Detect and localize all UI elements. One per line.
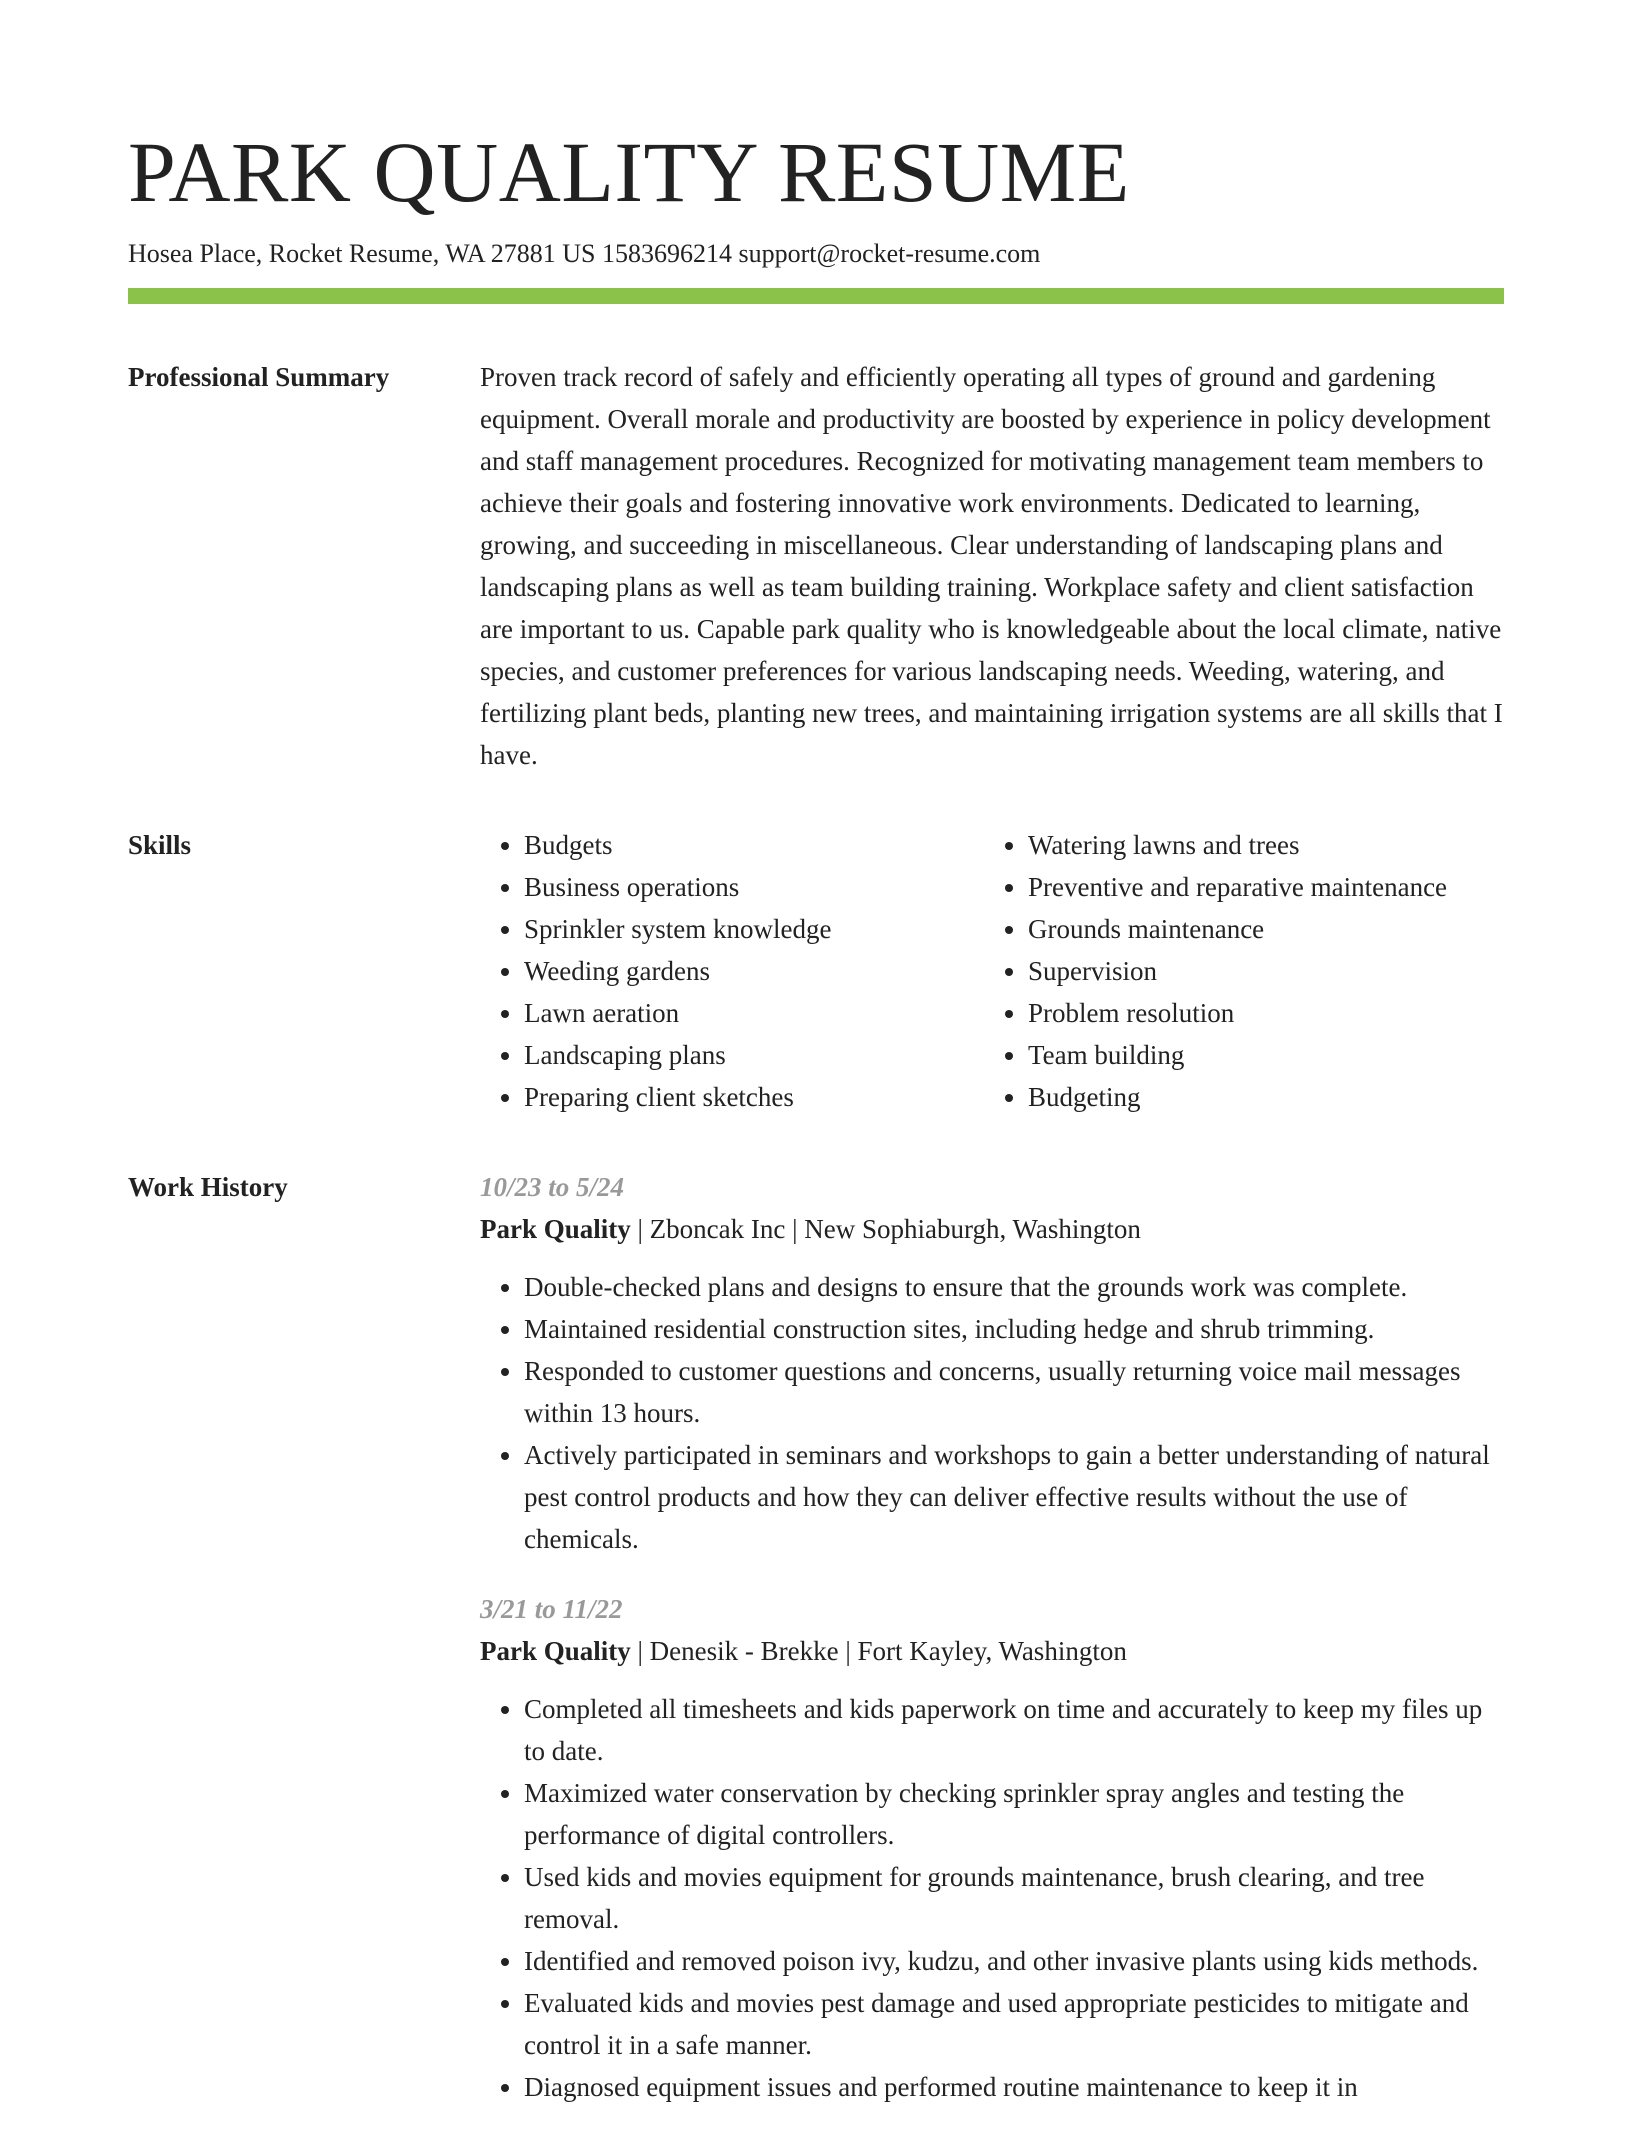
summary-section: [128, 356, 1504, 776]
job-location: Fort Kayley, Washington: [857, 1636, 1127, 1666]
job-dates: 3/21 to 11/22: [480, 1594, 623, 1624]
skill-item: • Lawn aeration: [524, 992, 984, 1034]
skill-item: • Weeding gardens: [524, 950, 984, 992]
job-separator: |: [792, 1214, 798, 1244]
job-bullet: • Responded to customer questions and concerns, usually returning voice mail messages within 13 hours.: [524, 1350, 1504, 1434]
work-history-section: [128, 1166, 1504, 2136]
job-bullet: • Maintained residential construction sites, including hedge and shrub trimming.: [524, 1308, 1504, 1350]
job-bullet: • Identified and removed poison ivy, kudzu, and other invasive plants using kids methods.: [524, 1940, 1504, 1982]
skill-item: • Budgets: [524, 824, 984, 866]
job-entry: [480, 1166, 1504, 1560]
job-bullet: • Used kids and movies equipment for grounds maintenance, brush clearing, and tree removal.: [524, 1856, 1504, 1940]
resume-page: [128, 120, 1504, 2136]
job-entry: [480, 1588, 1504, 2108]
skill-item: • Supervision: [1028, 950, 1504, 992]
skills-heading: Skills: [128, 830, 192, 860]
skill-item: • Budgeting: [1028, 1076, 1504, 1118]
job-company: Zboncak Inc: [649, 1214, 786, 1244]
skill-item: • Preventive and reparative maintenance: [1028, 866, 1504, 908]
skills-grid: [480, 824, 1504, 1118]
job-separator: |: [637, 1214, 643, 1244]
job-bullets: [480, 1266, 1504, 1560]
skill-item: • Problem resolution: [1028, 992, 1504, 1034]
summary-heading: Professional Summary: [128, 362, 390, 392]
skills-column-1: [480, 824, 984, 1118]
job-bullet: • Double-checked plans and designs to ensure that the grounds work was complete.: [524, 1266, 1504, 1308]
skill-item: • Team building: [1028, 1034, 1504, 1076]
skills-column-2: [984, 824, 1504, 1118]
contact-address: Hosea Place, Rocket Resume, WA 27881 US: [128, 239, 596, 268]
skill-item: • Sprinkler system knowledge: [524, 908, 984, 950]
skill-item: • Preparing client sketches: [524, 1076, 984, 1118]
contact-line: [128, 236, 1504, 272]
job-bullet: • Completed all timesheets and kids paperwork on time and accurately to keep my files up to date.: [524, 1688, 1504, 1772]
summary-text: Proven track record of safely and efficiently operating all types of ground and gardening equipment. Overall morale and productivity are boosted by experience in policy development and staff management procedures. Recognized for motivating management team members to achieve their goals and fostering innovative work environments. Dedicated to learning, growing, and succeeding in miscellaneous. Clear understanding of landscaping plans and landscaping plans as well as team building training. Workplace safety and client satisfaction are important to us. Capable park quality who is knowledgeable about the local climate, native species, and customer preferences for various landscaping needs. Weeding, watering, and fertilizing plant beds, planting new trees, and maintaining irrigation systems are all skills that I have.: [480, 362, 1503, 770]
job-separator: |: [637, 1636, 643, 1666]
skill-item: • Business operations: [524, 866, 984, 908]
job-bullets: [480, 1688, 1504, 2108]
job-location: New Sophiaburgh, Washington: [804, 1214, 1141, 1244]
job-bullet: • Evaluated kids and movies pest damage and used appropriate pesticides to mitigate and control it in a safe manner.: [524, 1982, 1504, 2066]
job-bullet: • Maximized water conservation by checking sprinkler spray angles and testing the performance of digital controllers.: [524, 1772, 1504, 1856]
header-divider: [128, 288, 1504, 304]
contact-phone: 1583696214: [601, 239, 732, 268]
work-history-heading: Work History: [128, 1172, 288, 1202]
job-title: Park Quality: [480, 1636, 631, 1666]
job-title-line: [480, 1208, 1504, 1250]
resume-title: PARK QUALITY RESUME: [128, 124, 1130, 220]
skill-item: • Landscaping plans: [524, 1034, 984, 1076]
job-title: Park Quality: [480, 1214, 631, 1244]
skill-item: • Grounds maintenance: [1028, 908, 1504, 950]
job-dates: 10/23 to 5/24: [480, 1172, 625, 1202]
skills-section: [128, 824, 1504, 1118]
skill-item: • Watering lawns and trees: [1028, 824, 1504, 866]
job-bullet: • Diagnosed equipment issues and performed routine maintenance to keep it in: [524, 2066, 1504, 2108]
job-company: Denesik - Brekke: [649, 1636, 839, 1666]
job-bullet: • Actively participated in seminars and workshops to gain a better understanding of natural pest control products and how they can deliver effective results without the use of chemicals.: [524, 1434, 1504, 1560]
job-separator: |: [845, 1636, 851, 1666]
contact-email: support@rocket-resume.com: [738, 239, 1041, 268]
job-title-line: [480, 1630, 1504, 1672]
